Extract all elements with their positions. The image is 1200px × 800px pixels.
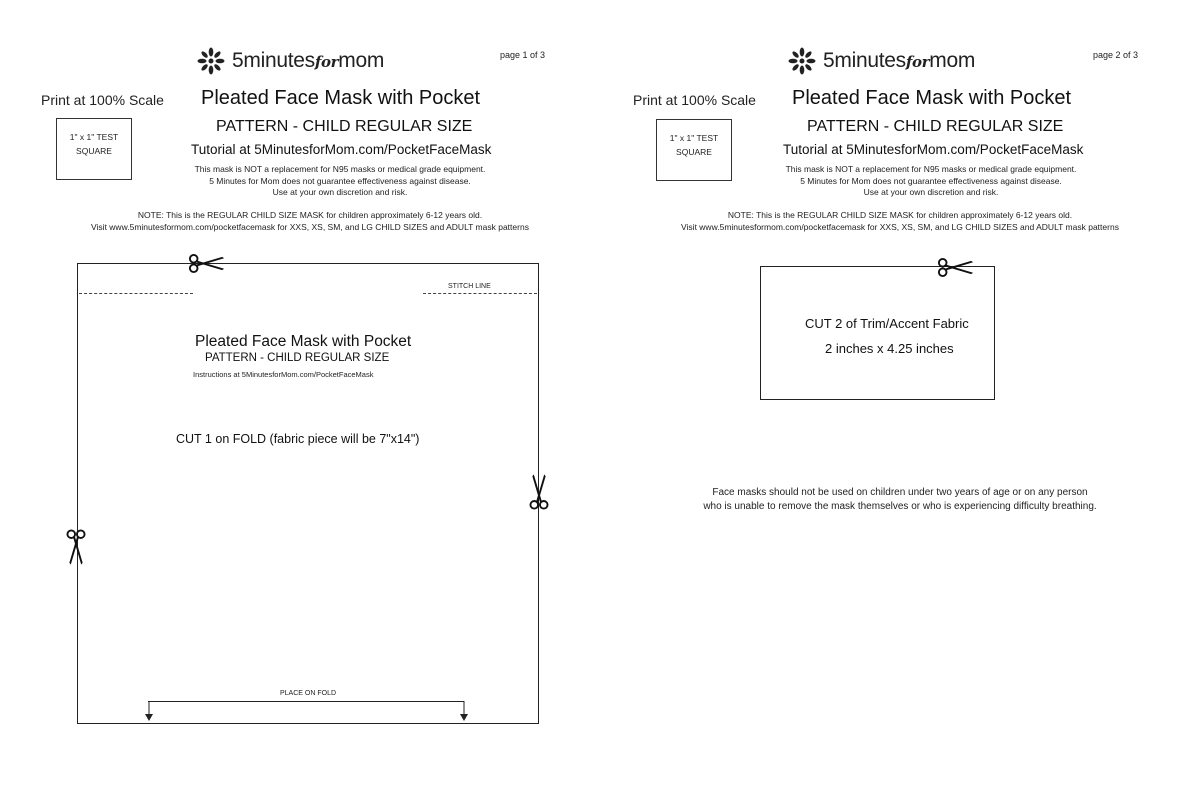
test-square xyxy=(56,118,132,180)
fold-line xyxy=(148,701,464,702)
scissors-icon xyxy=(937,258,975,277)
scissors-icon xyxy=(188,254,226,273)
trim-dimensions: 2 inches x 4.25 inches xyxy=(825,341,954,356)
note-line: Visit www.5minutesformom.com/pocketfacemask for XXS, XS, SM, and LG CHILD SIZES and ADULT mask patterns xyxy=(681,221,1119,232)
tutorial-link-text: Tutorial at 5MinutesforMom.com/PocketFaceMask xyxy=(783,142,1084,157)
disclaimer-line: Use at your own discretion and risk. xyxy=(272,187,408,197)
size-note xyxy=(640,210,1160,233)
fold-label: PLACE ON FOLD xyxy=(280,690,337,697)
page-subtitle: PATTERN - CHILD REGULAR SIZE xyxy=(216,118,473,135)
note-line: NOTE: This is the REGULAR CHILD SIZE MASK for children approximately 6-12 years old. xyxy=(137,210,483,220)
safety-warning xyxy=(630,486,1170,514)
warning-line: who is unable to remove the mask themselves or who is experiencing difficulty breathing. xyxy=(703,501,1097,512)
print-scale-label: Print at 100% Scale xyxy=(41,92,164,108)
page-subtitle: PATTERN - CHILD REGULAR SIZE xyxy=(807,118,1064,135)
trim-fabric-piece xyxy=(760,266,995,400)
stitch-line-right xyxy=(423,293,537,294)
pattern-title: Pleated Face Mask with Pocket xyxy=(195,333,412,350)
test-square xyxy=(656,119,732,181)
disclaimer xyxy=(761,164,1101,199)
flower-logo-icon xyxy=(787,46,817,76)
size-note xyxy=(50,210,570,233)
scissors-icon xyxy=(67,529,86,567)
brand-logo xyxy=(196,46,384,76)
test-square-size: 1" x 1" TEST xyxy=(69,132,119,142)
page-number: page 1 of 3 xyxy=(500,50,546,60)
note-line: Visit www.5minutesformom.com/pocketfacemask for XXS, XS, SM, and LG CHILD SIZES and ADULT mask patterns xyxy=(91,221,529,232)
trim-cut-instruction: CUT 2 of Trim/Accent Fabric xyxy=(805,316,969,331)
page-title: Pleated Face Mask with Pocket xyxy=(201,87,481,109)
cut-instruction: CUT 1 on FOLD (fabric piece will be 7"x14") xyxy=(176,432,420,446)
test-square-size: 1" x 1" TEST xyxy=(669,133,719,143)
down-arrow-icon xyxy=(458,701,470,723)
disclaimer-line: This mask is NOT a replacement for N95 masks or medical grade equipment. xyxy=(194,164,486,174)
disclaimer-line: 5 Minutes for Mom does not guarantee effectiveness against disease. xyxy=(800,175,1062,186)
pattern-instructions: Instructions at 5MinutesforMom.com/PocketFaceMask xyxy=(193,370,374,379)
flower-logo-icon xyxy=(196,46,226,76)
warning-line: Face masks should not be used on children under two years of age or on any person xyxy=(712,487,1088,498)
pattern-page-2 xyxy=(600,0,1200,800)
down-arrow-icon xyxy=(143,701,155,723)
pattern-subtitle: PATTERN - CHILD REGULAR SIZE xyxy=(205,352,390,364)
stitch-line-label: STITCH LINE xyxy=(448,283,491,290)
brand-logo xyxy=(787,46,975,76)
brand-name: 5minutesformom xyxy=(232,49,385,72)
test-square-label: SQUARE xyxy=(76,146,112,156)
note-line: NOTE: This is the REGULAR CHILD SIZE MASK for children approximately 6-12 years old. xyxy=(727,210,1073,220)
stitch-line-left xyxy=(79,293,193,294)
page-title: Pleated Face Mask with Pocket xyxy=(792,87,1072,109)
tutorial-link-text: Tutorial at 5MinutesforMom.com/PocketFaceMask xyxy=(191,142,492,157)
scissors-icon xyxy=(530,473,549,511)
disclaimer-line: Use at your own discretion and risk. xyxy=(863,187,999,197)
page-number: page 2 of 3 xyxy=(1093,50,1139,60)
print-scale-label: Print at 100% Scale xyxy=(633,92,756,108)
brand-name: 5minutesformom xyxy=(823,49,976,72)
disclaimer-line: This mask is NOT a replacement for N95 masks or medical grade equipment. xyxy=(785,164,1077,174)
test-square-label: SQUARE xyxy=(676,147,712,157)
disclaimer-line: 5 Minutes for Mom does not guarantee effectiveness against disease. xyxy=(209,175,471,186)
disclaimer xyxy=(170,164,510,199)
